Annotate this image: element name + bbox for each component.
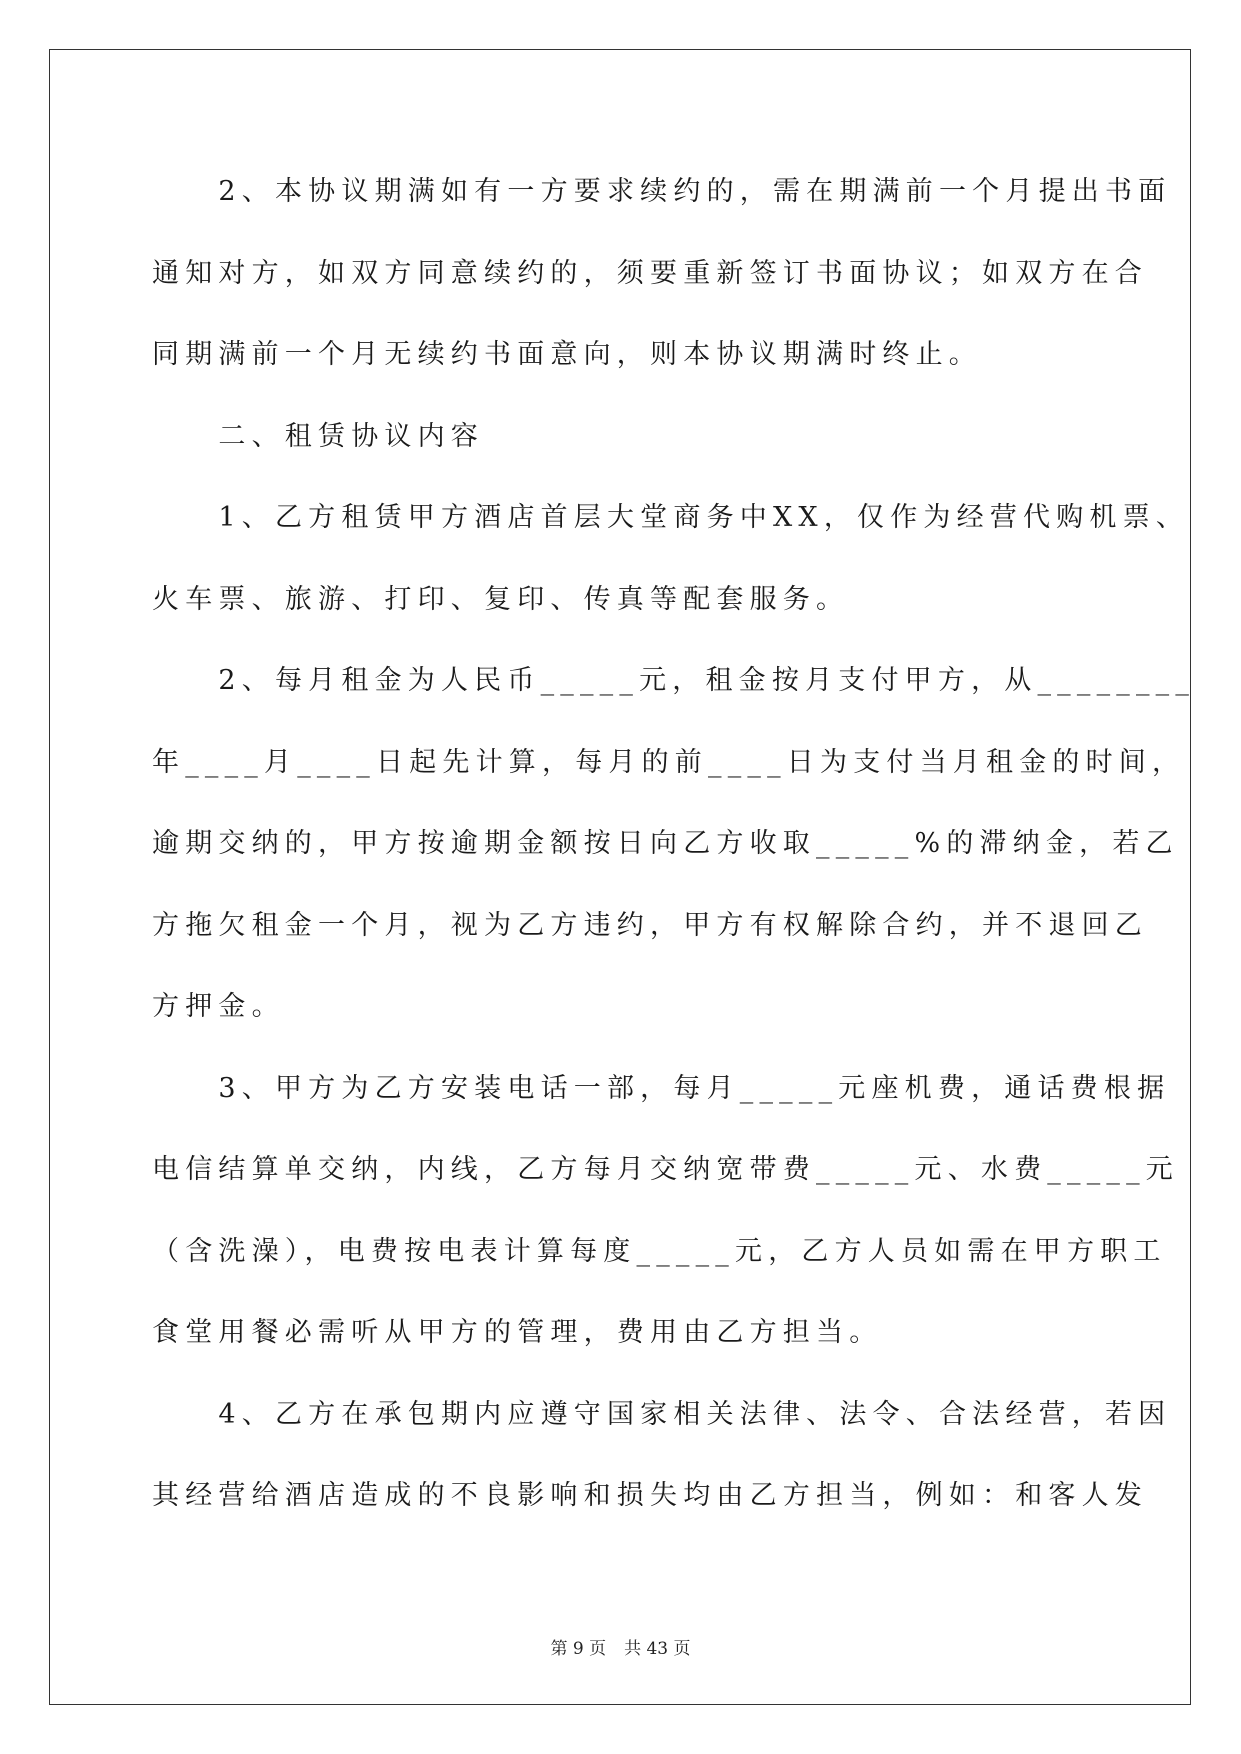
text-line: 通知对方，如双方同意续约的，须要重新签订书面协议；如双方在合 — [152, 257, 1148, 289]
text-line: 其经营给酒店造成的不良影响和损失均由乙方担当，例如：和客人发 — [152, 1480, 1148, 1511]
text-line: （含洗澡），电费按电表计算每度_____元，乙方人员如需在甲方职工 — [152, 1235, 1167, 1267]
text-line: 1、乙方租赁甲方酒店首层大堂商务中XX，仅作为经营代购机票、 — [152, 502, 1190, 533]
text-line: 2、每月租金为人民币_____元，租金按月支付甲方，从________ — [152, 665, 1196, 696]
text-line: 4、乙方在承包期内应遵守国家相关法律、法令、合法经营，若因 — [152, 1398, 1172, 1430]
page-number: 第 9 页 — [550, 1639, 607, 1659]
text-line: 方押金。 — [152, 991, 285, 1022]
text-line: 3、甲方为乙方安装电话一部，每月_____元座机费，通话费根据 — [152, 1072, 1171, 1104]
text-line: 逾期交纳的，甲方按逾期金额按日向乙方收取_____%的滞纳金，若乙 — [152, 828, 1179, 859]
text-line: 年____月____日起先计算，每月的前____日为支付当月租金的时间， — [152, 746, 1186, 778]
document-body — [152, 158, 1196, 1544]
text-line: 同期满前一个月无续约书面意向，则本协议期满时终止。 — [152, 339, 982, 370]
text-line: 电信结算单交纳，内线，乙方每月交纳宽带费_____元、水费_____元 — [152, 1154, 1179, 1185]
section-heading: 二、租赁协议内容 — [152, 420, 484, 452]
text-line: 食堂用餐必需听从甲方的管理，费用由乙方担当。 — [152, 1317, 883, 1348]
page-total: 共 43 页 — [624, 1639, 691, 1659]
text-line: 2、本协议期满如有一方要求续约的，需在期满前一个月提出书面 — [152, 176, 1172, 207]
text-line: 火车票、旅游、打印、复印、传真等配套服务。 — [152, 583, 850, 615]
page-footer — [0, 1634, 1241, 1659]
text-line: 方拖欠租金一个月，视为乙方违约，甲方有权解除合约，并不退回乙 — [152, 909, 1148, 941]
